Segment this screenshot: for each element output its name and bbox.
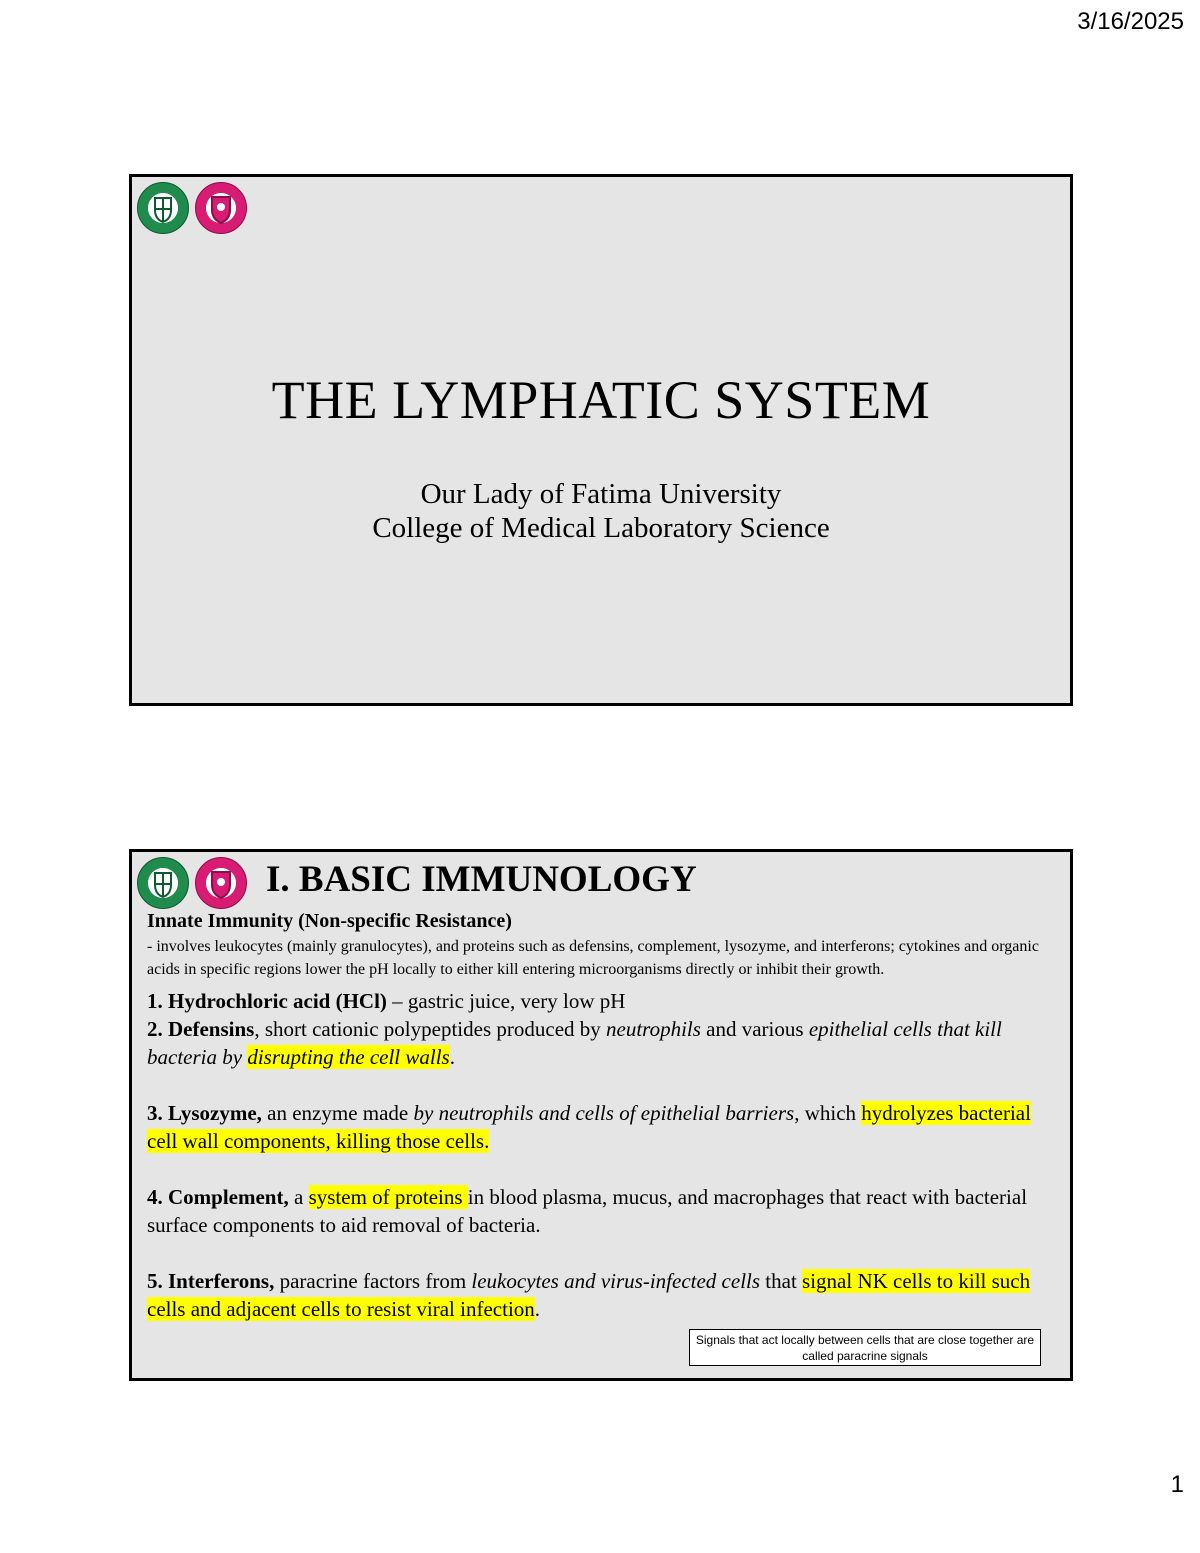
university-seal-logo xyxy=(137,857,189,909)
item-highlight: hydrolyzes bacterial cell wall components, killing those cells. xyxy=(147,1101,1031,1153)
item-text: that xyxy=(760,1269,803,1293)
description: - involves leukocytes (mainly granulocytes), and proteins such as defensins, complement, lysozyme, and interferons; cytokines and organic acids in specific regions lower the pH locally to either kill entering microorganisms directly or inhibit their growth. xyxy=(147,938,1039,978)
college-seal-logo xyxy=(195,182,247,234)
item-highlight: signal NK cells to kill such cells and adjacent cells to resist viral infection xyxy=(147,1269,1031,1321)
university-seal-logo xyxy=(137,182,189,234)
item-text: a xyxy=(288,1185,309,1209)
subtitle-university: Our Lady of Fatima University xyxy=(420,478,782,510)
item-highlight: system of proteins xyxy=(308,1185,468,1209)
list-item-interferons xyxy=(147,1267,1058,1323)
list-item-complement xyxy=(147,1183,1058,1239)
slide-basic-immunology xyxy=(129,849,1073,1381)
logos xyxy=(137,182,247,234)
item-text: , which xyxy=(794,1101,862,1125)
page-number: 1 xyxy=(1170,1471,1184,1498)
item-text: paracrine factors from xyxy=(274,1269,472,1293)
item-text: and various xyxy=(700,1017,809,1041)
item-text: . xyxy=(449,1045,455,1069)
slide-title-text: I. BASIC IMMUNOLOGY xyxy=(266,859,697,900)
callout-box: Signals that act locally between cells that are close together are called paracrine signals xyxy=(689,1329,1041,1366)
item-heading: 3. Lysozyme, xyxy=(147,1101,262,1125)
logos xyxy=(137,857,247,909)
item-highlight: disrupting the cell walls xyxy=(247,1045,450,1069)
header-date: 3/16/2025 xyxy=(1077,8,1184,35)
item-text: an enzyme made xyxy=(261,1101,414,1125)
subtitle-college: College of Medical Laboratory Science xyxy=(372,512,830,544)
slide-title xyxy=(129,174,1073,706)
item-text: in blood plasma, mucus, and macrophages that react with bacterial surface components to aid removal of bacteria. xyxy=(147,1185,1028,1237)
item-italic: neutrophils xyxy=(606,1017,701,1041)
item-text: . xyxy=(534,1297,541,1321)
item-text: , short cationic polypeptides produced by xyxy=(254,1017,607,1041)
item-italic: by neutrophils and cells of epithelial barriers xyxy=(413,1101,795,1125)
college-seal-logo xyxy=(195,857,247,909)
slide-content xyxy=(147,910,1058,1323)
item-text: – gastric juice, very low pH xyxy=(386,989,626,1013)
item-italic: epithelial cells that kill bacteria by xyxy=(147,1017,1002,1069)
list-item-defensins xyxy=(147,1015,1058,1071)
item-heading: 4. Complement, xyxy=(147,1185,289,1209)
list-item-lysozyme xyxy=(147,1099,1058,1155)
slide-title-text: THE LYMPHATIC SYSTEM xyxy=(271,370,931,430)
item-heading: 2. Defensins xyxy=(147,1017,255,1041)
list-item-hydrochloric-acid xyxy=(147,987,1058,1015)
sub-heading: Innate Immunity (Non-specific Resistance) xyxy=(147,910,512,932)
slide-subtitle xyxy=(132,477,1070,545)
item-heading: 1. Hydrochloric acid (HCl) xyxy=(147,989,387,1013)
item-italic: leukocytes and virus-infected cells xyxy=(471,1269,761,1293)
item-heading: 5. Interferons, xyxy=(147,1269,275,1293)
